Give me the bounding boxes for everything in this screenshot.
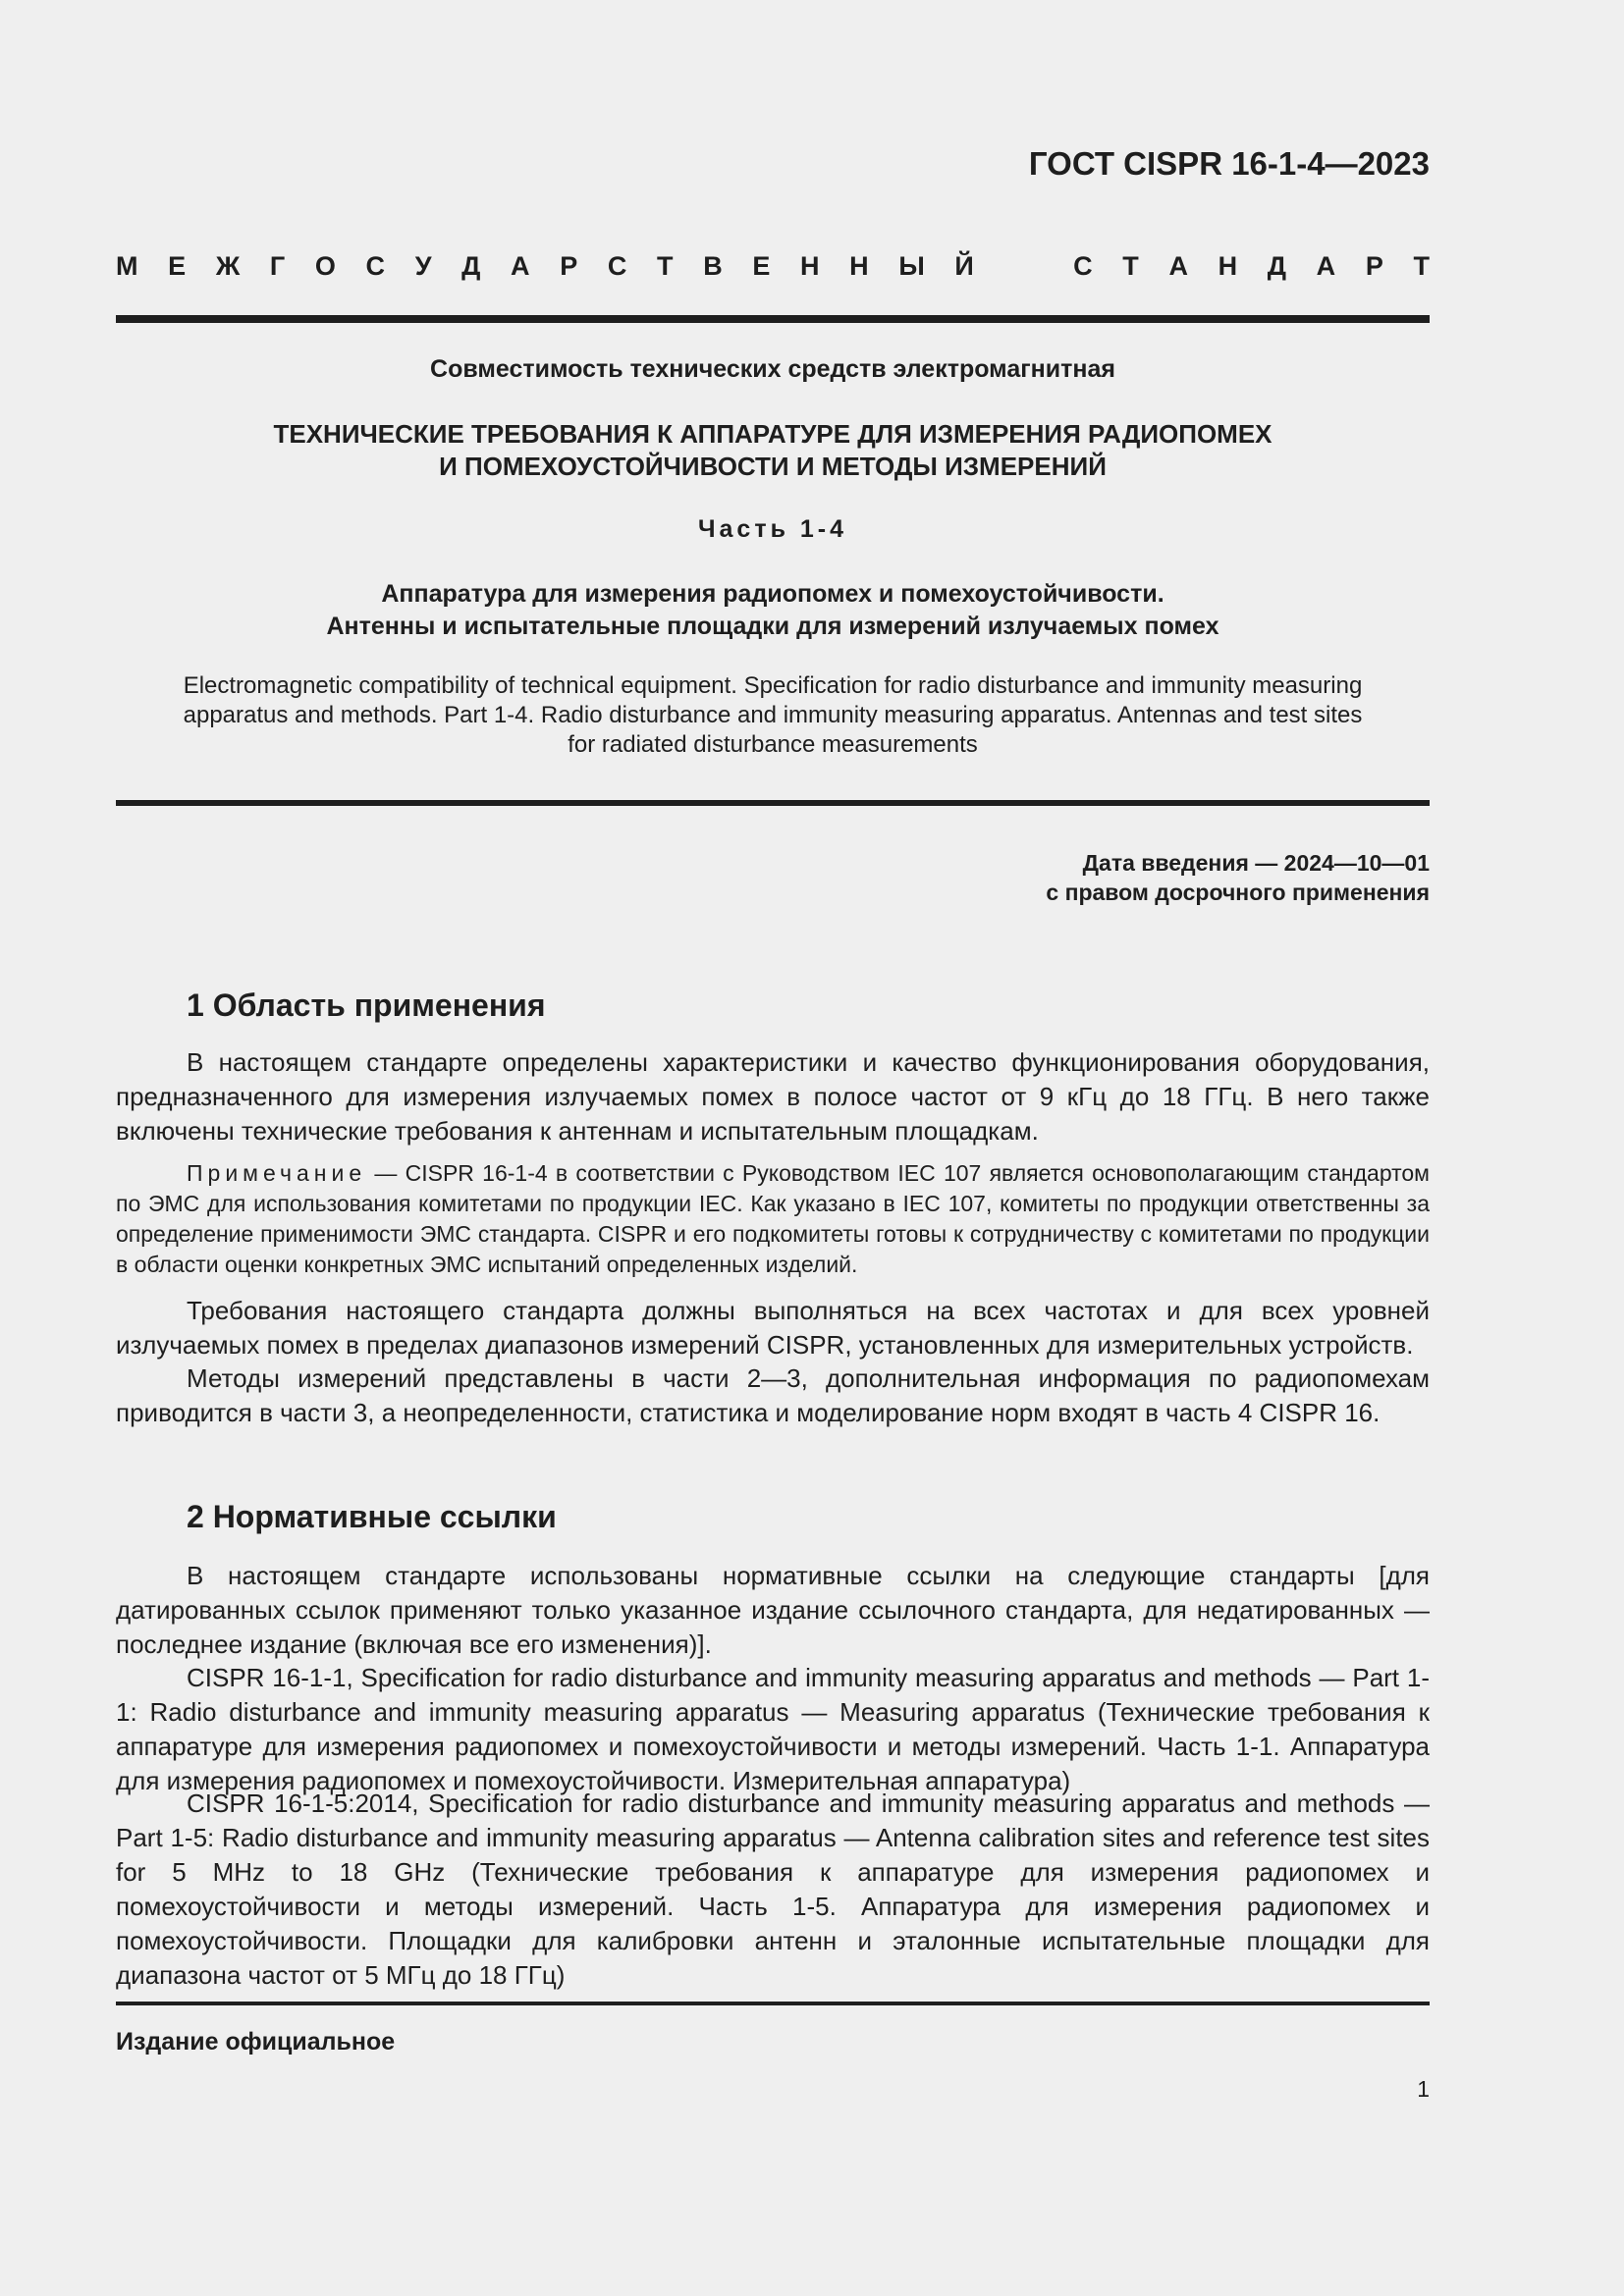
interstate-standard-banner <box>116 251 1430 282</box>
section-2-reference-1: CISPR 16-1-1, Specification for radio disturbance and immunity measuring apparatus and methods — Part 1-1: Radio disturbance and immunity measuring apparatus — Measuring apparatus (Технические требования к аппаратуре для измерения радиопомех и помехоустойчивости и методы измерений. Часть 1-1. Аппаратура для измерения радиопомех и помехоустойчивости. Измерительная аппаратура) <box>116 1663 1430 1795</box>
banner-letter: Т <box>1122 251 1139 281</box>
banner-letter: С <box>607 251 627 281</box>
introduction-date <box>1046 848 1430 907</box>
banner-letter: Т <box>657 251 674 281</box>
banner-letter: А <box>1316 251 1336 281</box>
banner-letter: Й <box>954 251 974 281</box>
banner-letter: С <box>1073 251 1093 281</box>
banner-letter: Е <box>752 251 771 281</box>
banner-letter: А <box>511 251 530 281</box>
main-title-line-1: ТЕХНИЧЕСКИЕ ТРЕБОВАНИЯ К АППАРАТУРЕ ДЛЯ ИЗМЕРЕНИЯ РАДИОПОМЕХ <box>273 419 1272 449</box>
section-1-paragraph-3: Методы измерений представлены в части 2—3, дополнительная информация по радиопомехам приводится в части 3, а неопределенности, статистика и моделирование норм входят в часть 4 CISPR 16. <box>116 1363 1430 1427</box>
introduction-date-line: Дата введения — 2024—10—01 <box>1082 850 1430 876</box>
banner-letter: Н <box>849 251 869 281</box>
banner-letter: Е <box>168 251 187 281</box>
page-number: 1 <box>1417 2076 1430 2102</box>
part-number: Часть 1-4 <box>697 515 848 543</box>
section-1-paragraph-2: Требования настоящего стандарта должны выполняться на всех частотах и для всех уровней излучаемых помех в пределах диапазонов измерений CISPR, установленных для измерительных устройств. <box>116 1296 1430 1360</box>
section-2-reference-2: CISPR 16-1-5:2014, Specification for radio disturbance and immunity measuring apparatus and methods — Part 1-5: Radio disturbance and immunity measuring apparatus — Antenna calibration sites and reference test sites for 5 MHz to 18 GHz (Технические требования к аппаратуре для измерения радиопомех и помехоустойчивости и методы измерений. Часть 1-5. Аппаратура для измерения радиопомех и помехоустойчивости. Площадки для калибровки антенн и эталонные испытательные площадки для диапазона частот от 5 МГц до 18 ГГц) <box>116 1789 1430 1990</box>
document-code: ГОСТ CISPR 16-1-4—2023 <box>1028 145 1430 182</box>
banner-letter: Н <box>800 251 820 281</box>
subtitle-line-1: Аппаратура для измерения радиопомех и помехоустойчивости. <box>381 580 1164 608</box>
section-2-paragraph-1: В настоящем стандарте использованы нормативные ссылки на следующие стандарты [для датированных ссылок применяют только указанное издание ссылочного стандарта, для недатированных — последнее издание (включая все его изменения)]. <box>116 1561 1430 1659</box>
title-compatibility: Совместимость технических средств электромагнитная <box>430 355 1115 383</box>
banner-letter: Ж <box>215 251 241 281</box>
header-rule <box>116 315 1430 323</box>
early-application-line: с правом досрочного применения <box>1046 880 1430 905</box>
banner-gap <box>1003 251 1043 282</box>
english-title-line-1: Electromagnetic compatibility of technical equipment. Specification for radio disturbance and immunity measuring <box>183 672 1363 699</box>
section-1-heading: 1 Область применения <box>187 988 546 1023</box>
banner-letter: Д <box>461 251 481 281</box>
banner-letter: С <box>365 251 386 281</box>
banner-letter: Р <box>560 251 578 281</box>
subtitle-line-2: Антенны и испытательные площадки для измерений излучаемых помех <box>326 613 1219 640</box>
section-1-paragraph-1: В настоящем стандарте определены характеристики и качество функционирования оборудования, предназначенного для измерения излучаемых помех в полосе частот от 9 кГц до 18 ГГц. В него также включены технические требования к антеннам и испытательным площадкам. <box>116 1047 1430 1146</box>
english-title-line-3: for radiated disturbance measurements <box>568 731 978 758</box>
english-title-line-2: apparatus and methods. Part 1-4. Radio disturbance and immunity measuring apparatus. Antennas and test sites <box>183 702 1363 728</box>
banner-letter: Т <box>1413 251 1430 281</box>
banner-letter: В <box>703 251 723 281</box>
footer-rule <box>116 2002 1430 2005</box>
banner-letter: Д <box>1267 251 1287 281</box>
english-title <box>147 671 1398 760</box>
banner-letter: О <box>314 251 336 281</box>
banner-letter: У <box>414 251 432 281</box>
section-2-heading: 2 Нормативные ссылки <box>187 1499 557 1534</box>
main-title-line-2: И ПОМЕХОУСТОЙЧИВОСТИ И МЕТОДЫ ИЗМЕРЕНИЙ <box>439 452 1107 481</box>
banner-letter: Н <box>1218 251 1238 281</box>
banner-letter: Г <box>269 251 286 281</box>
banner-letter: А <box>1168 251 1188 281</box>
main-title <box>116 418 1430 483</box>
banner-letter: Ы <box>898 251 925 281</box>
note-text: — CISPR 16-1-4 в соответствии с Руководством IEC 107 является основополагающим стандартом по ЭМС для использования комитетами по продукции IEC. Как указано в IEC 107, комитеты по продукции ответственны за определение применимости ЭМС стандарта. CISPR и его подкомитеты готовы к сотрудничеству с комитетами по продукции в области оценки конкретных ЭМС испытаний определенных изделий. <box>116 1160 1430 1277</box>
title-rule <box>116 800 1430 806</box>
banner-letter: М <box>116 251 138 281</box>
section-1-note <box>116 1158 1430 1280</box>
subtitle <box>116 578 1430 643</box>
banner-letter: Р <box>1365 251 1383 281</box>
official-edition-label: Издание официальное <box>116 2028 396 2056</box>
note-label: Примечание <box>187 1160 367 1186</box>
